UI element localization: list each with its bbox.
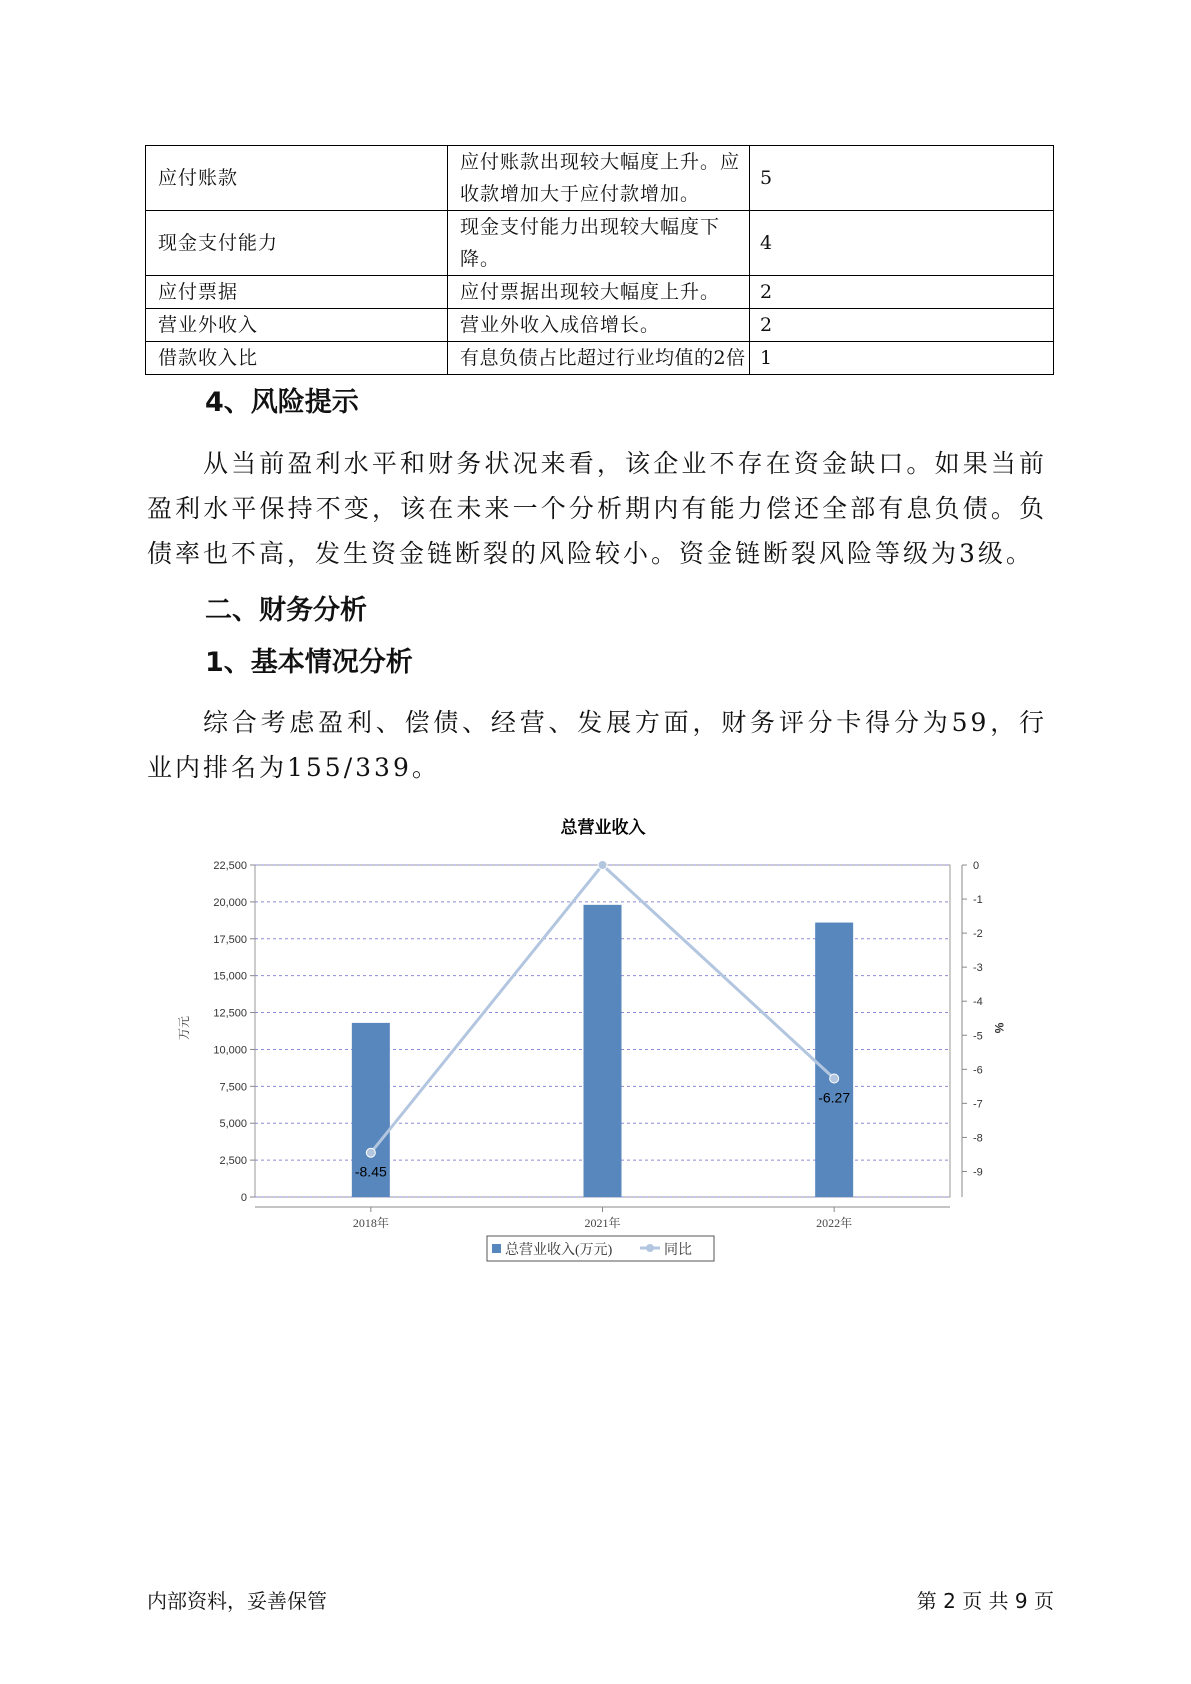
y-tick-label: 7,500	[219, 1081, 247, 1094]
y-tick-label: 5,000	[219, 1118, 247, 1131]
yoy-point	[830, 1074, 839, 1083]
table-row	[146, 309, 1054, 342]
table-cell-score: 5	[750, 146, 1054, 211]
y2-tick-label: -2	[973, 928, 983, 941]
table-cell-item: 现金支付能力	[146, 211, 448, 276]
y2-tick-label: -9	[973, 1166, 983, 1179]
y-tick-label: 12,500	[213, 1007, 247, 1020]
table-row	[146, 342, 1054, 375]
legend-marker-yoy	[646, 1244, 654, 1252]
y-tick-label: 15,000	[213, 970, 247, 983]
footer-confidential: 内部资料，妥善保管	[147, 1589, 327, 1613]
basic-analysis-heading: 1、基本情况分析	[205, 647, 413, 678]
table-row	[146, 146, 1054, 211]
y-tick-label: 10,000	[213, 1044, 247, 1057]
table-row	[146, 276, 1054, 309]
revenue-bar	[584, 905, 622, 1197]
table-row	[146, 211, 1054, 276]
yoy-data-label: -6.27	[818, 1089, 851, 1106]
y2-tick-label: -7	[973, 1098, 983, 1111]
y2-tick-label: -3	[973, 962, 983, 975]
legend-swatch-revenue	[492, 1244, 501, 1253]
y2-tick-label: -1	[973, 894, 983, 907]
table-cell-item: 营业外收入	[146, 309, 448, 342]
x-tick-label: 2021年	[584, 1216, 621, 1230]
table-cell-desc: 现金支付能力出现较大幅度下降。	[448, 211, 750, 276]
yoy-data-label: -8.45	[354, 1163, 387, 1180]
y2-tick-label: 0	[973, 860, 980, 872]
table-cell-score: 4	[750, 211, 1054, 276]
risk-paragraph: 从当前盈利水平和财务状况来看，该企业不存在资金缺口。如果当前盈利水平保持不变，该在未来一个分析期内有能力偿还全部有息负债。负债率也不高，发生资金链断裂的风险较小。资金链断裂风险等级为3级。	[147, 449, 1047, 568]
table-cell-item: 借款收入比	[146, 342, 448, 375]
y-tick-label: 22,500	[213, 860, 247, 872]
footer-page-number: 第 2 页 共 9 页	[916, 1589, 1054, 1613]
legend-label-revenue: 总营业收入(万元)	[505, 1243, 613, 1258]
basic-analysis-paragraph: 综合考虑盈利、偿债、经营、发展方面，财务评分卡得分为59，行业内排名为155/339。	[147, 708, 1047, 782]
y-tick-label: 17,500	[213, 933, 247, 946]
table-cell-score: 2	[750, 309, 1054, 342]
revenue-bar	[815, 923, 853, 1197]
table-cell-desc: 营业外收入成倍增长。	[448, 309, 750, 342]
table-cell-score: 2	[750, 276, 1054, 309]
table-cell-desc: 有息负债占比超过行业均值的2倍	[448, 342, 750, 375]
risk-indicator-table	[145, 145, 1054, 375]
yoy-point	[598, 861, 607, 870]
x-tick-label: 2018年	[352, 1216, 389, 1230]
legend-label-yoy: 同比	[664, 1243, 692, 1258]
x-tick-label: 2022年	[816, 1216, 853, 1230]
y2-tick-label: -5	[973, 1030, 983, 1043]
y-axis-label: 万元	[176, 1015, 191, 1041]
y-tick-label: 20,000	[213, 896, 247, 909]
revenue-chart	[175, 808, 1045, 1278]
table-cell-score: 1	[750, 342, 1054, 375]
yoy-point	[366, 1148, 375, 1157]
table-cell-desc: 应付票据出现较大幅度上升。	[448, 276, 750, 309]
y2-tick-label: -8	[973, 1132, 983, 1145]
y2-axis-label: %	[991, 1022, 1006, 1034]
finance-heading: 二、财务分析	[205, 595, 367, 626]
y2-tick-label: -4	[973, 996, 983, 1009]
chart-title: 总营业收入	[560, 818, 646, 837]
table-cell-item: 应付账款	[146, 146, 448, 211]
y-tick-label: 2,500	[219, 1155, 247, 1168]
table-cell-desc: 应付账款出现较大幅度上升。应收款增加大于应付款增加。	[448, 146, 750, 211]
risk-heading: 4、风险提示	[205, 387, 359, 418]
y2-tick-label: -6	[973, 1064, 983, 1077]
table-cell-item: 应付票据	[146, 276, 448, 309]
y-tick-label: 0	[240, 1192, 247, 1204]
